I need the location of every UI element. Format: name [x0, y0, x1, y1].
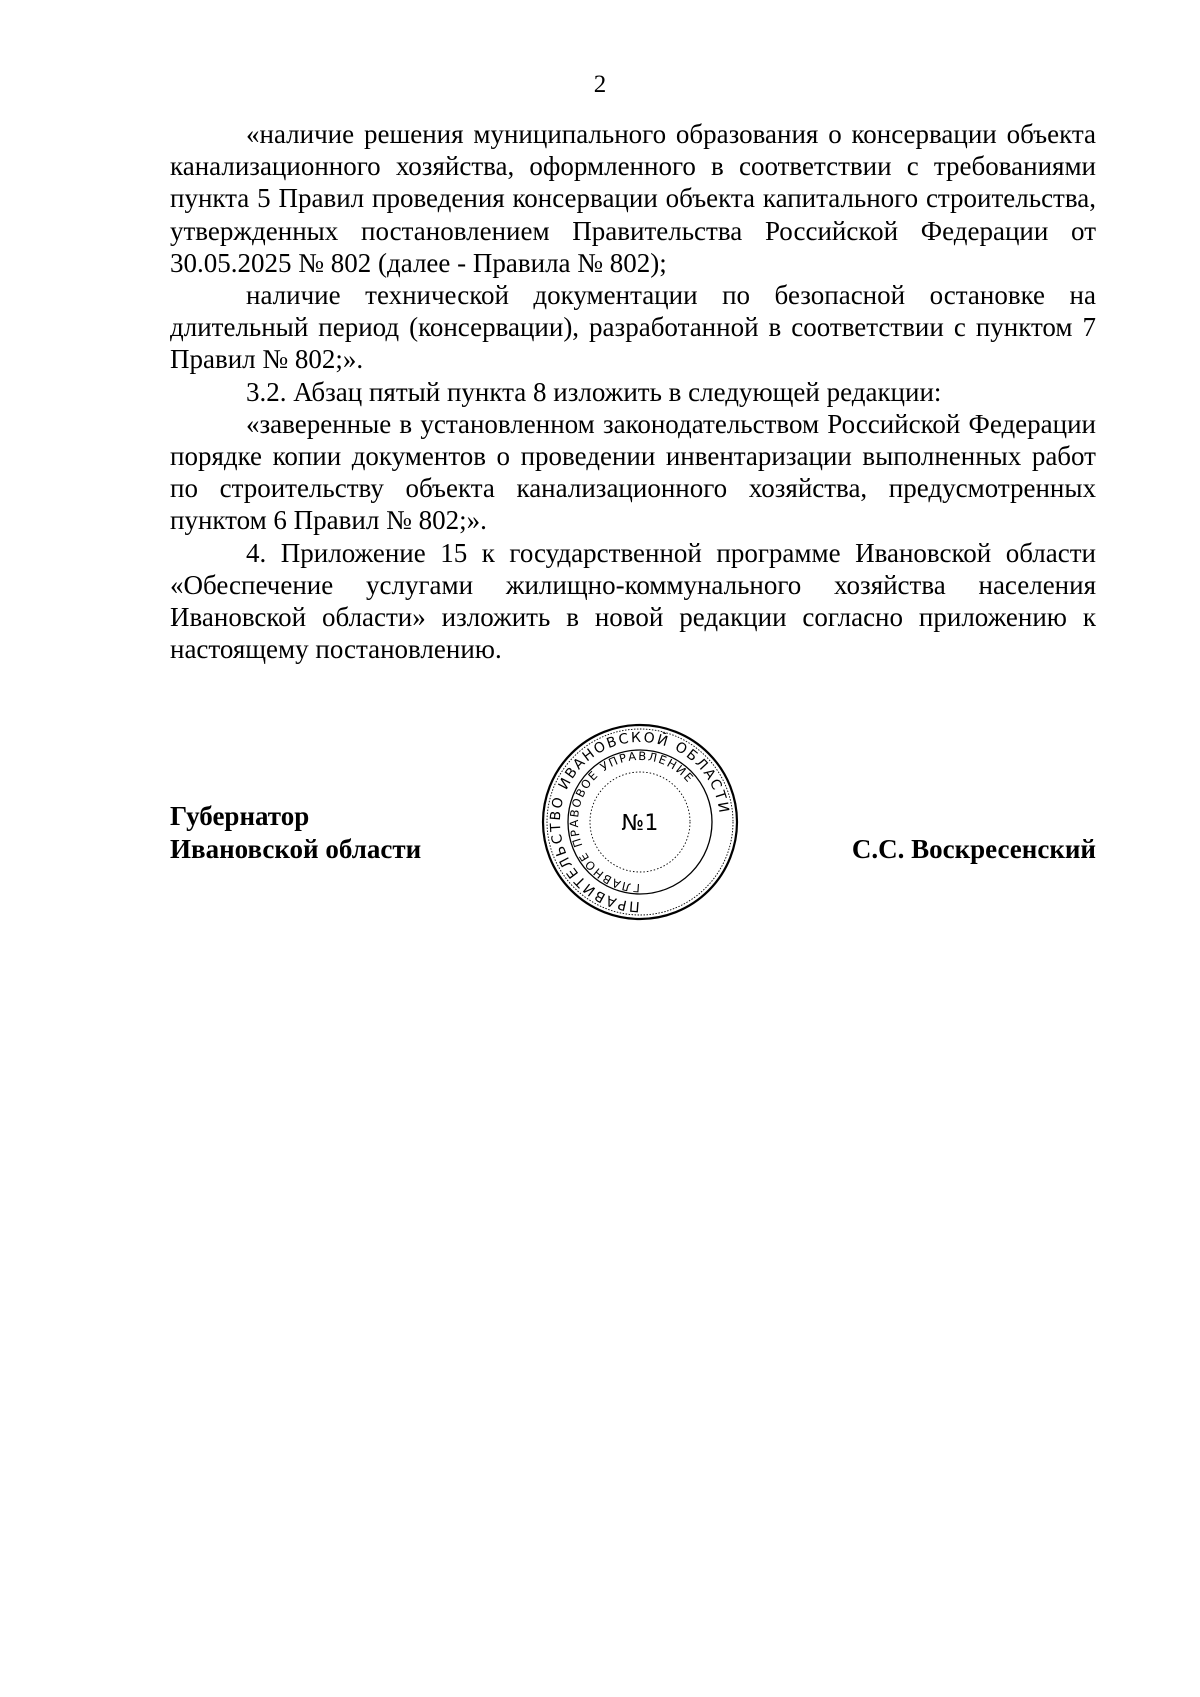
- paragraph-3: 3.2. Абзац пятый пункта 8 изложить в следующей редакции:: [246, 376, 942, 407]
- document-body: [170, 118, 1096, 665]
- signatory-name: С.С. Воскресенский: [851, 834, 1096, 864]
- paragraph-1: «наличие решения муниципального образования о консервации объекта канализационного хозяйства, оформленного в соответствии с требованиями пункта 5 Правил проведения консервации объекта капитального строительства, утвержденных постановлением Правительства Российской Федерации от 30.05.2025 № 802 (далее - Правила № 802);: [170, 119, 1096, 278]
- signatory-position-line-2: Ивановской области: [170, 834, 422, 864]
- stamp-outer-text: ПРАВИТЕЛЬСТВО ИВАНОВСКОЙ ОБЛАСТИ: [547, 729, 732, 915]
- stamp-center-number: №1: [621, 811, 659, 836]
- page-number: 2: [593, 71, 607, 98]
- official-stamp: [540, 722, 740, 922]
- signatory-position-line-1: Губернатор: [170, 801, 310, 831]
- paragraph-5: 4. Приложение 15 к государственной программе Ивановской области «Обеспечение услугами жилищно-коммунального хозяйства населения Ивановской области» изложить в новой редакции согласно приложению к настоящему постановлению.: [170, 537, 1096, 665]
- paragraph-4: «заверенные в установленном законодательством Российской Федерации порядке копии документов о проведении инвентаризации выполненных работ по строительству объекта канализационного хозяйства, предусмотренных пунктом 6 Правил № 802;».: [170, 408, 1096, 536]
- stamp-inner-text: ГЛАВНОЕ ПРАВОВОЕ УПРАВЛЕНИЕ: [566, 748, 698, 896]
- paragraph-2: наличие технической документации по безопасной остановке на длительный период (консервации), разработанной в соответствии с пунктом 7 Правил № 802;».: [170, 280, 1096, 375]
- signatory-position: [170, 800, 470, 866]
